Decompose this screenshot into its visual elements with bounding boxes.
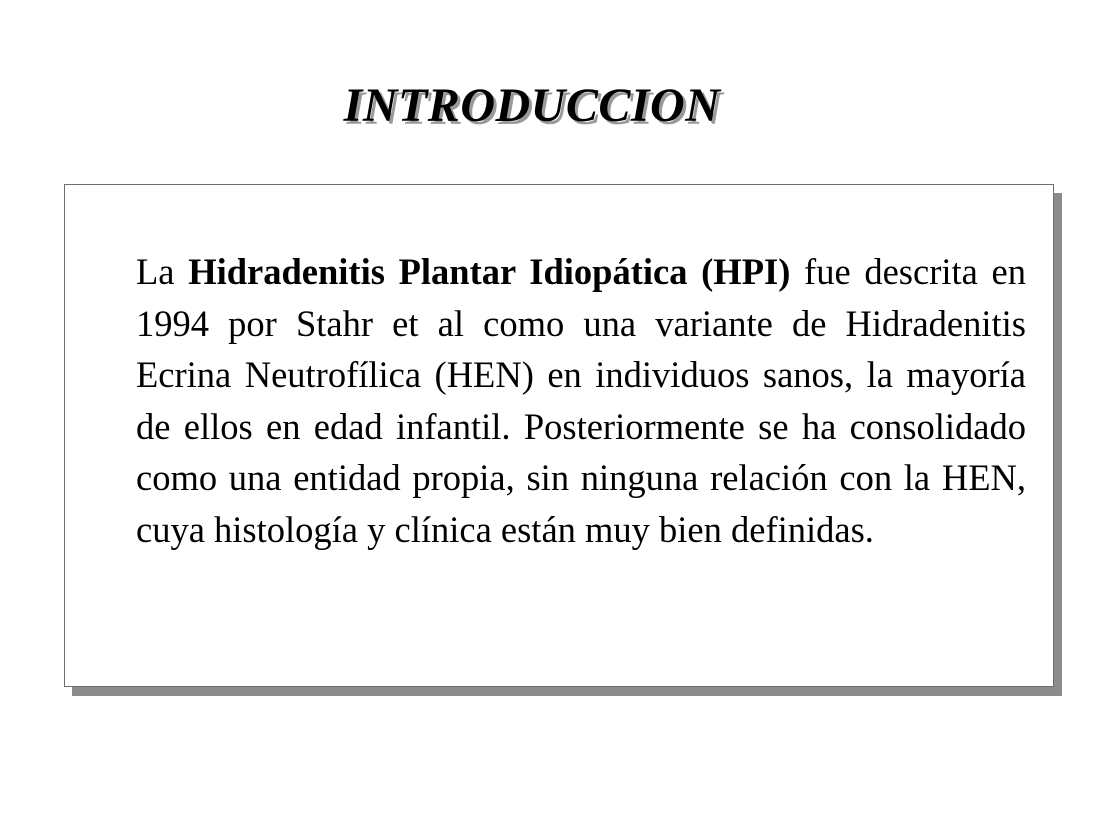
slide-title <box>0 78 1060 133</box>
bold-term: Hidradenitis Plantar Idiopática (HPI) <box>188 251 791 292</box>
intro-paragraph <box>136 246 1026 555</box>
paragraph-intro: La <box>136 251 189 292</box>
paragraph-rest: fue descrita en 1994 por Stahr et al como una variante de Hidradenitis Ecrina Neutrofílica (HEN) en individuos sanos, la mayoría de ellos en edad infantil. Posteriormente se ha consolidado como una entidad propia, sin ninguna relación con la HEN, cuya histología y clínica están muy bien definidas. <box>136 251 1027 550</box>
slide-title-text: INTRODUCCION <box>343 79 721 132</box>
